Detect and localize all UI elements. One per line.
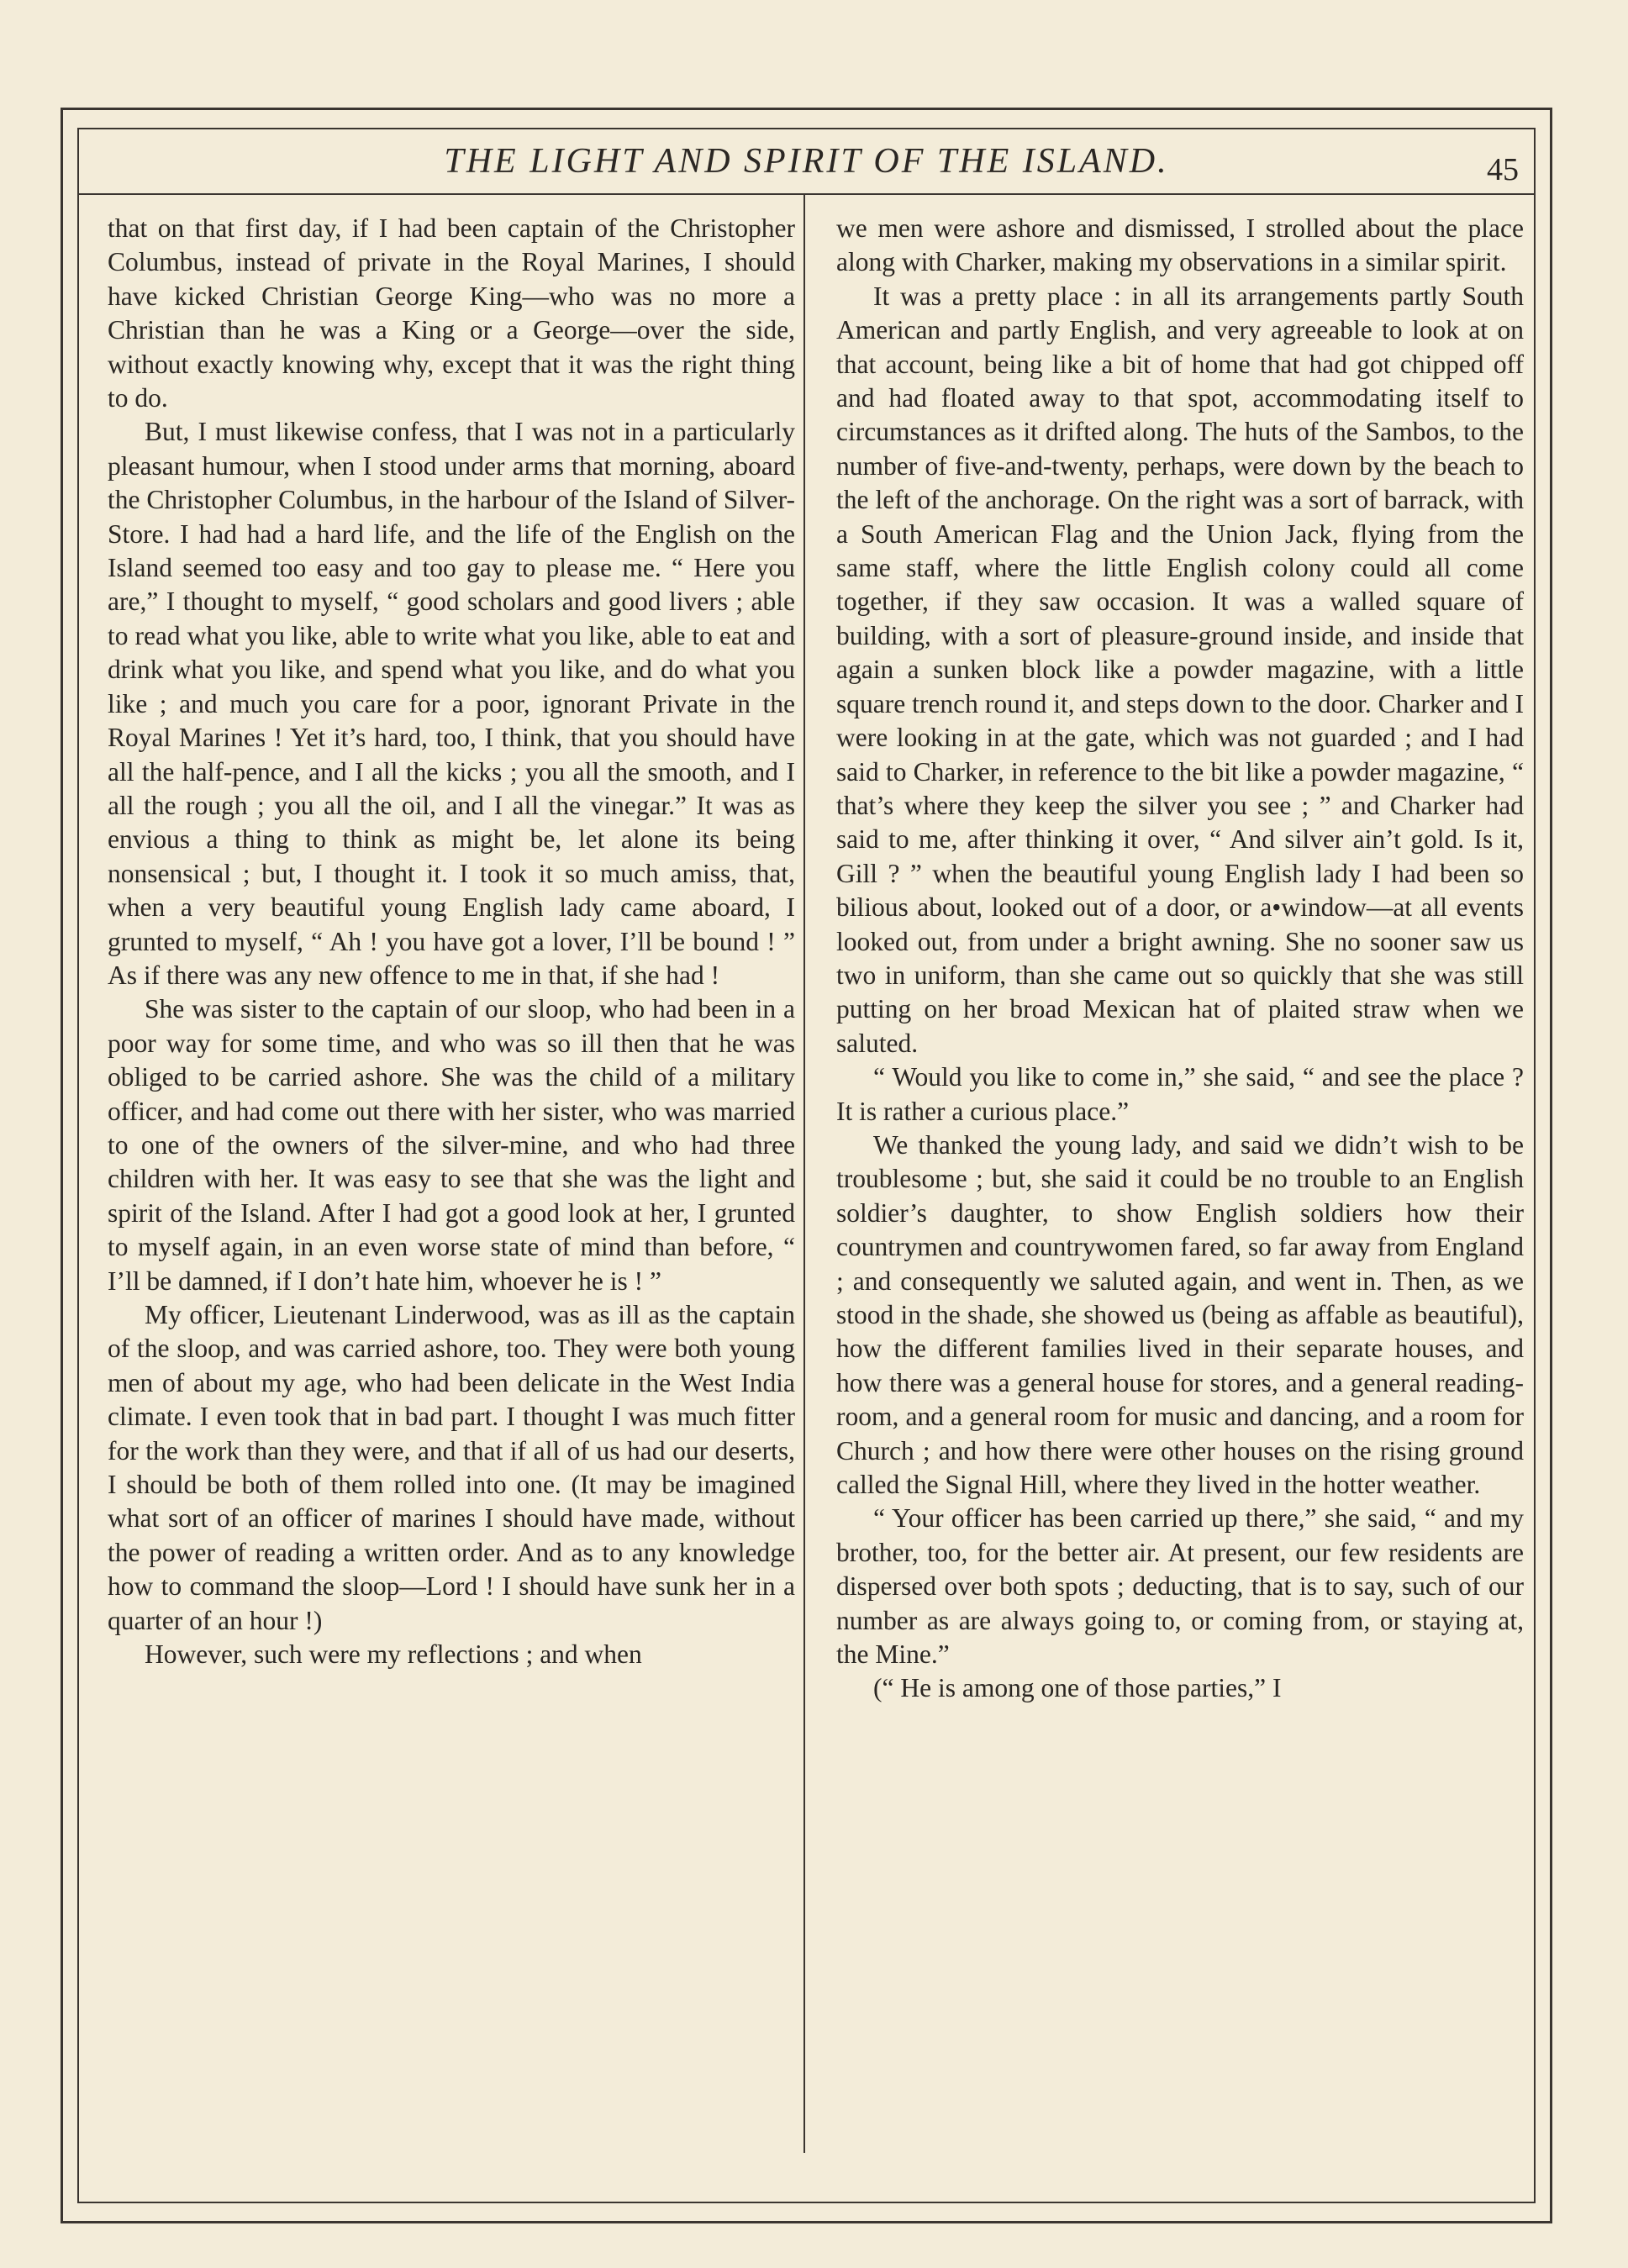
paragraph: However, such were my reflections ; and when (145, 1639, 642, 1670)
column-divider (803, 195, 805, 2153)
paragraph: “ Would you like to come in,” she said, “ and see the place ? It is rather a curious place.” (836, 1062, 1524, 1126)
paragraph: we men were ashore and dismissed, I strolled about the place along with Charker, making my observations in a similar spirit. (836, 213, 1524, 277)
paragraph: that on that first day, if I had been captain of the Christopher Columbus, instead of private in the Royal Marines, I should have kicked Christian George King—who was no more a Christian than he was a King or a George—over the side, without exactly knowing why, except that it was the right thing to do. (108, 213, 795, 413)
right-column (836, 212, 1524, 1706)
page-number: 45 (1487, 152, 1519, 187)
paragraph: “ Your officer has been carried up there,” she said, “ and my brother, too, for the better air. At present, our few residents are dispersed over both spots ; deducting, that is to say, such of our number as are always going to, or coming from, or staying at, the Mine.” (836, 1503, 1524, 1670)
paragraph: My officer, Lieutenant Linderwood, was as ill as the captain of the sloop, and was carried ashore, too. They were both young men of about my age, who had been delicate in the West India climate. I even took that in bad part. I thought I was much fitter for the work than they were, and that if all of us had our deserts, I should be both of them rolled into one. (It may be imagined what sort of an officer of marines I should have made, without the power of reading a written order. And as to any knowledge how to command the sloop—Lord ! I should have sunk her in a quarter of an hour !) (108, 1300, 795, 1635)
paragraph: It was a pretty place : in all its arrangements partly South American and partly English, and very agreeable to look at on that account, being like a bit of home that had got chipped off and had floated away to that spot, accommodating itself to circumstances as it drifted along. The huts of the Sambos, to the number of five-and-twenty, perhaps, were down by the beach to the left of the anchorage. On the right was a sort of barrack, with a South American Flag and the Union Jack, flying from the same staff, where the little English colony could all come together, if they saw occasion. It was a walled square of building, with a sort of pleasure-ground inside, and inside that again a sunken block like a powder magazine, with a little square trench round it, and steps down to the door. Charker and I were looking in at the gate, which was not guarded ; and I had said to Charker, in reference to the bit like a powder magazine, “ that’s where they keep the silver you see ; ” and Charker had said to me, after thinking it over, “ And silver ain’t gold. Is it, Gill ? ” when the beautiful young English lady I had been so bilious about, looked out of a door, or a•window—at all events looked out, from under a bright awning. She no sooner saw us two in uniform, than she came out so quickly that she was still putting on her broad Mexican hat of plaited straw when we saluted. (836, 281, 1524, 1058)
left-column (108, 212, 795, 1671)
paragraph: (“ He is among one of those parties,” I (873, 1673, 1282, 1703)
paragraph: But, I must likewise confess, that I was not in a particularly pleasant humour, when I stood under arms that morning, aboard the Christopher Columbus, in the harbour of the Island of Silver-Store. I had had a hard life, and the life of the English on the Island seemed too easy and too gay to please me. “ Here you are,” I thought to myself, “ good scholars and good livers ; able to read what you like, able to write what you like, able to eat and drink what you like, and spend what you like, and do what you like ; and much you care for a poor, ignorant Private in the Royal Marines ! Yet it’s hard, too, I think, that you should have all the half-pence, and I all the kicks ; you all the smooth, and I all the rough ; you all the oil, and I all the vinegar.” It was as envious a thing to think as might be, let alone its being nonsensical ; but, I thought it. I took it so much amiss, that, when a very beautiful young English lady came aboard, I grunted to myself, “ Ah ! you have got a lover, I’ll be bound ! ” As if there was any new offence to me in that, if she had ! (108, 417, 795, 990)
header-rule (77, 193, 1536, 195)
running-title: THE LIGHT AND SPIRIT OF THE ISLAND. (444, 142, 1169, 181)
page-header (77, 141, 1536, 192)
paragraph: She was sister to the captain of our sloop, who had been in a poor way for some time, and who was so ill then that he was obliged to be carried ashore. She was the child of a military officer, and had come out there with her sister, who was married to one of the owners of the silver-mine, and who had three children with her. It was easy to see that she was the light and spirit of the Island. After I had got a good look at her, I grunted to myself again, in an even worse state of mind than before, “ I’ll be damned, if I don’t hate him, whoever he is ! ” (108, 994, 795, 1296)
paragraph: We thanked the young lady, and said we didn’t wish to be troublesome ; but, she said it could be no trouble to an English soldier’s daughter, to show English soldiers how their countrymen and countrywomen fared, so far away from England ; and consequently we saluted again, and went in. Then, as we stood in the shade, she showed us (being as affable as beautiful), how the different families lived in their separate houses, and how there was a general house for stores, and a general reading-room, and a general room for music and dancing, and a room for Church ; and how there were other houses on the rising ground called the Signal Hill, where they lived in the hotter weather. (836, 1129, 1524, 1500)
